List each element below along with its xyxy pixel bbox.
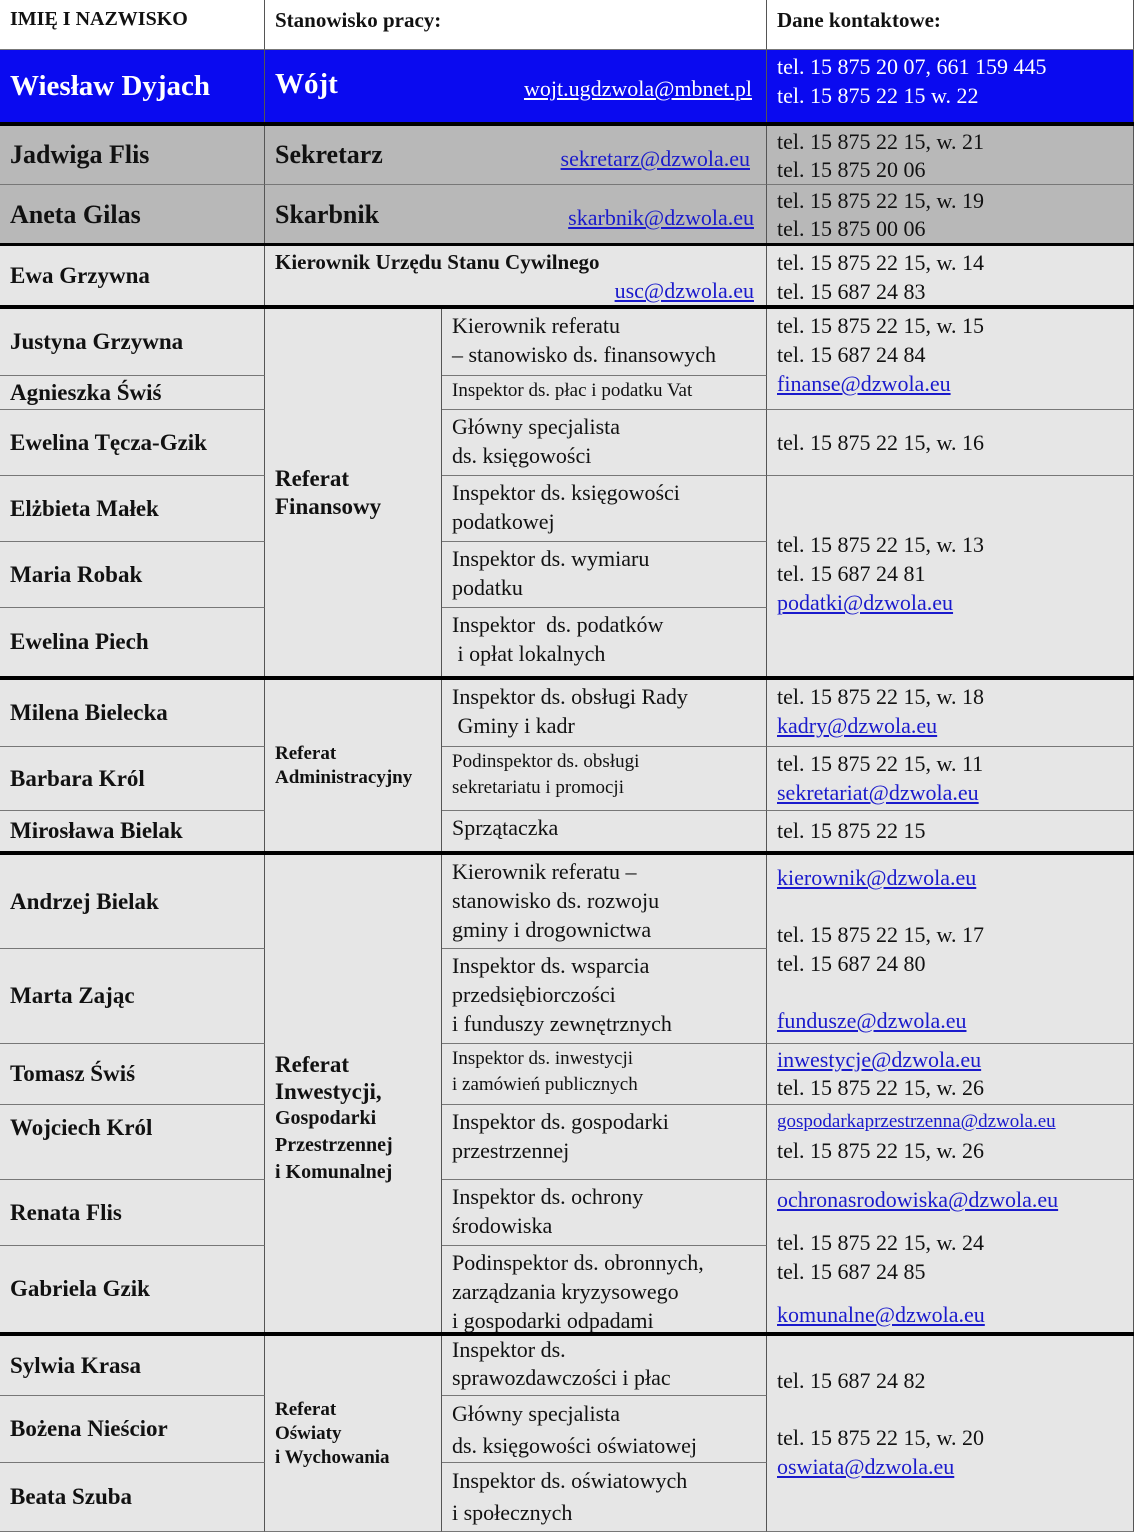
- position-text: Inspektor ds. wymiaru: [452, 546, 650, 571]
- position-text: Inspektor ds. gospodarki: [452, 1109, 669, 1134]
- position-text: podatkowej: [452, 509, 555, 534]
- position-cell: [442, 680, 767, 747]
- position-text: Inspektor ds. wsparcia: [452, 953, 650, 978]
- dept-label: Przestrzennej: [275, 1134, 393, 1156]
- position-cell: [442, 608, 767, 677]
- dept-label: Referat: [275, 1052, 350, 1077]
- table-row-name: Renata Flis: [0, 1180, 265, 1246]
- position-text: Inspektor ds. obsługi Rady: [452, 684, 688, 709]
- dept-label: Referat: [275, 742, 337, 764]
- wojt-tel-2: tel. 15 875 22 15 w. 22: [777, 83, 979, 108]
- contact-email-link[interactable]: inwestycje@dzwola.eu: [777, 1047, 982, 1072]
- contact-tel: tel. 15 875 22 15, w. 11: [777, 751, 984, 776]
- skarbnik-title: Skarbnik: [275, 200, 380, 229]
- dept-label: Finansowy: [275, 493, 382, 519]
- contact-cell: [767, 1336, 1134, 1532]
- skarbnik-contact-cell: [767, 185, 1134, 245]
- position-text: zarządzania kryzysowego: [452, 1279, 679, 1304]
- position-text: i gospodarki odpadami: [452, 1308, 654, 1333]
- dept-label: i Komunalnej: [275, 1161, 393, 1183]
- position-cell: [442, 949, 767, 1044]
- header-position: Stanowisko pracy:: [275, 8, 442, 32]
- position-text: i społecznych: [452, 1500, 573, 1525]
- usc-tel-1: tel. 15 875 22 15, w. 14: [777, 250, 984, 275]
- position-text: Inspektor ds. płac i podatku Vat: [452, 380, 693, 401]
- table-row-name: Mirosława Bielak: [0, 811, 265, 852]
- contact-cell: [767, 1044, 1134, 1105]
- dept-label: Gospodarki: [275, 1107, 377, 1129]
- position-text: Podinspektor ds. obronnych,: [452, 1250, 704, 1275]
- skarbnik-name: Aneta Gilas: [0, 185, 265, 245]
- table-row-name: Andrzej Bielak: [0, 855, 265, 949]
- sekretarz-position-cell: [265, 126, 767, 185]
- dept-label: i Wychowania: [275, 1446, 390, 1468]
- contact-tel: tel. 15 875 22 15: [777, 818, 926, 843]
- contact-email-link[interactable]: podatki@dzwola.eu: [777, 590, 954, 615]
- dept-label: Oświaty: [275, 1422, 342, 1444]
- position-text: i zamówień publicznych: [452, 1074, 638, 1095]
- contact-email-link[interactable]: fundusze@dzwola.eu: [777, 1008, 967, 1033]
- position-cell: [442, 309, 767, 376]
- position-cell: [442, 747, 767, 811]
- contact-tel: tel. 15 875 22 15, w. 16: [777, 430, 984, 455]
- position-cell: [442, 1246, 767, 1333]
- position-text: Inspektor ds. oświatowych: [452, 1468, 688, 1493]
- position-text: Inspektor ds. inwestycji: [452, 1048, 634, 1069]
- contact-tel: tel. 15 875 22 15, w. 26: [777, 1138, 984, 1163]
- table-row-name: Gabriela Gzik: [0, 1246, 265, 1333]
- usc-tel-2: tel. 15 687 24 83: [777, 279, 926, 304]
- position-text: Inspektor ds. podatków: [452, 612, 664, 637]
- position-text: Główny specjalista: [452, 414, 621, 439]
- sekretarz-title: Sekretarz: [275, 140, 383, 169]
- header-contact-cell: [767, 0, 1134, 50]
- position-cell: [442, 410, 767, 476]
- position-text: – stanowisko ds. finansowych: [452, 342, 716, 367]
- contact-tel: tel. 15 875 22 15, w. 18: [777, 684, 984, 709]
- position-text: Główny specjalista: [452, 1401, 621, 1426]
- header-position-cell: [265, 0, 767, 50]
- table-row-name: Beata Szuba: [0, 1463, 265, 1532]
- table-row-name: Ewelina Tęcza-Gzik: [0, 410, 265, 476]
- position-text: ds. księgowości: [452, 443, 592, 468]
- position-text: sekretariatu i promocji: [452, 777, 624, 798]
- position-text: przedsiębiorczości: [452, 982, 616, 1007]
- skarbnik-position-cell: [265, 185, 767, 245]
- dept-oswiaty: [265, 1336, 442, 1532]
- wojt-email-link[interactable]: wojt.ugdzwola@mbnet.pl: [523, 76, 752, 101]
- usc-position-cell: [265, 246, 767, 307]
- wojt-position-cell: [265, 50, 767, 124]
- wojt-title: Wójt: [275, 68, 338, 100]
- contact-email-link[interactable]: sekretariat@dzwola.eu: [777, 780, 979, 805]
- position-text: ds. księgowości oświatowej: [452, 1433, 698, 1458]
- dept-finansowy: [265, 309, 442, 677]
- header-contact: Dane kontaktowe:: [777, 8, 941, 32]
- usc-email-link[interactable]: usc@dzwola.eu: [614, 278, 754, 303]
- position-text: przestrzennej: [452, 1138, 570, 1163]
- contact-email-link[interactable]: kadry@dzwola.eu: [777, 713, 938, 738]
- usc-contact-cell: [767, 246, 1134, 307]
- contact-cell: [767, 1180, 1134, 1333]
- contact-tel: tel. 15 875 22 15, w. 20: [777, 1425, 984, 1450]
- sekretarz-name: Jadwiga Flis: [0, 126, 265, 185]
- wojt-tel-1: tel. 15 875 20 07, 661 159 445: [777, 54, 1047, 79]
- contact-email-link[interactable]: oswiata@dzwola.eu: [777, 1454, 955, 1479]
- contact-tel: tel. 15 875 22 15, w. 15: [777, 313, 984, 338]
- contact-cell: [767, 855, 1134, 1044]
- position-cell: [442, 1180, 767, 1246]
- table-row-name: Agnieszka Świś: [0, 376, 265, 410]
- dept-inwestycji: [265, 855, 442, 1333]
- table-row-name: Bożena Nieścior: [0, 1396, 265, 1463]
- sekretarz-tel-1: tel. 15 875 22 15, w. 21: [777, 129, 984, 154]
- position-cell: [442, 855, 767, 949]
- contact-email-link[interactable]: gospodarkaprzestrzenna@dzwola.eu: [777, 1111, 1056, 1132]
- position-text: Podinspektor ds. obsługi: [452, 751, 640, 772]
- contact-email-link[interactable]: ochronasrodowiska@dzwola.eu: [777, 1187, 1059, 1212]
- skarbnik-email-link[interactable]: skarbnik@dzwola.eu: [568, 205, 754, 230]
- position-cell: [442, 1463, 767, 1532]
- header-name: IMIĘ I NAZWISKO: [10, 8, 188, 30]
- contact-tel: tel. 15 687 24 82: [777, 1368, 926, 1393]
- sekretarz-email-link[interactable]: sekretarz@dzwola.eu: [560, 146, 750, 171]
- position-text: Inspektor ds. księgowości: [452, 480, 680, 505]
- table-row-name: Barbara Król: [0, 747, 265, 811]
- contact-cell: [767, 410, 1134, 476]
- position-text: Sprzątaczka: [452, 815, 559, 840]
- sekretarz-tel-2: tel. 15 875 20 06: [777, 157, 926, 182]
- dept-label: Referat: [275, 465, 350, 491]
- contact-email-link[interactable]: kierownik@dzwola.eu: [777, 865, 977, 890]
- table-row-name: Sylwia Krasa: [0, 1336, 265, 1396]
- position-text: i opłat lokalnych: [452, 641, 606, 666]
- position-text: Inspektor ds.: [452, 1337, 566, 1362]
- table-row-name: Tomasz Świś: [0, 1044, 265, 1105]
- table-row-name: Ewelina Piech: [0, 608, 265, 677]
- contact-cell: [767, 811, 1134, 852]
- position-cell: [442, 476, 767, 542]
- wojt-name: Wiesław Dyjach: [0, 50, 265, 124]
- dept-administracyjny: [265, 680, 442, 852]
- position-cell: [442, 1105, 767, 1180]
- skarbnik-tel-2: tel. 15 875 00 06: [777, 216, 926, 241]
- contact-tel: tel. 15 687 24 80: [777, 951, 926, 976]
- usc-title: Kierownik Urzędu Stanu Cywilnego: [275, 250, 600, 274]
- contact-cell: [767, 680, 1134, 747]
- dept-label: Inwestycji,: [275, 1079, 382, 1104]
- table-row-name: Elżbieta Małek: [0, 476, 265, 542]
- position-text: i funduszy zewnętrznych: [452, 1011, 672, 1036]
- position-cell: [442, 376, 767, 410]
- position-cell: [442, 1396, 767, 1463]
- table-row-name: Wojciech Król: [0, 1105, 265, 1180]
- table-row-name: Justyna Grzywna: [0, 309, 265, 376]
- position-text: środowiska: [452, 1213, 553, 1238]
- position-cell: [442, 542, 767, 608]
- position-cell: [442, 811, 767, 852]
- table-row-name: Marta Zając: [0, 949, 265, 1044]
- table-row-name: Milena Bielecka: [0, 680, 265, 747]
- position-text: stanowisko ds. rozwoju: [452, 888, 660, 913]
- skarbnik-tel-1: tel. 15 875 22 15, w. 19: [777, 188, 984, 213]
- position-text: Gminy i kadr: [452, 713, 575, 738]
- position-text: Kierownik referatu: [452, 313, 620, 338]
- usc-name: Ewa Grzywna: [0, 246, 265, 307]
- sekretarz-contact-cell: [767, 126, 1134, 185]
- position-text: sprawozdawczości i płac: [452, 1365, 671, 1390]
- contact-cell: [767, 1105, 1134, 1180]
- contact-tel: tel. 15 875 22 15, w. 26: [777, 1075, 984, 1100]
- dept-label: Referat: [275, 1398, 337, 1420]
- position-text: podatku: [452, 575, 523, 600]
- header-name-cell: [0, 0, 265, 50]
- wojt-contact-cell: [767, 50, 1134, 124]
- position-cell: [442, 1336, 767, 1396]
- table-row-name: Maria Robak: [0, 542, 265, 608]
- contact-tel: tel. 15 687 24 81: [777, 561, 926, 586]
- position-text: gminy i drogownictwa: [452, 917, 652, 942]
- contact-cell: [767, 476, 1134, 677]
- contact-tel: tel. 15 875 22 15, w. 13: [777, 532, 984, 557]
- dept-label: Administracyjny: [275, 766, 413, 788]
- contact-email-link[interactable]: komunalne@dzwola.eu: [777, 1302, 985, 1327]
- contact-cell: [767, 747, 1134, 811]
- contact-tel: tel. 15 875 22 15, w. 17: [777, 922, 984, 947]
- contact-email-link[interactable]: finanse@dzwola.eu: [777, 371, 951, 396]
- contact-tel: tel. 15 687 24 85: [777, 1259, 926, 1284]
- position-cell: [442, 1044, 767, 1105]
- contact-tel: tel. 15 875 22 15, w. 24: [777, 1230, 984, 1255]
- position-text: Kierownik referatu –: [452, 859, 637, 884]
- contact-cell: [767, 309, 1134, 410]
- position-text: Inspektor ds. ochrony: [452, 1184, 644, 1209]
- contact-tel: tel. 15 687 24 84: [777, 342, 926, 367]
